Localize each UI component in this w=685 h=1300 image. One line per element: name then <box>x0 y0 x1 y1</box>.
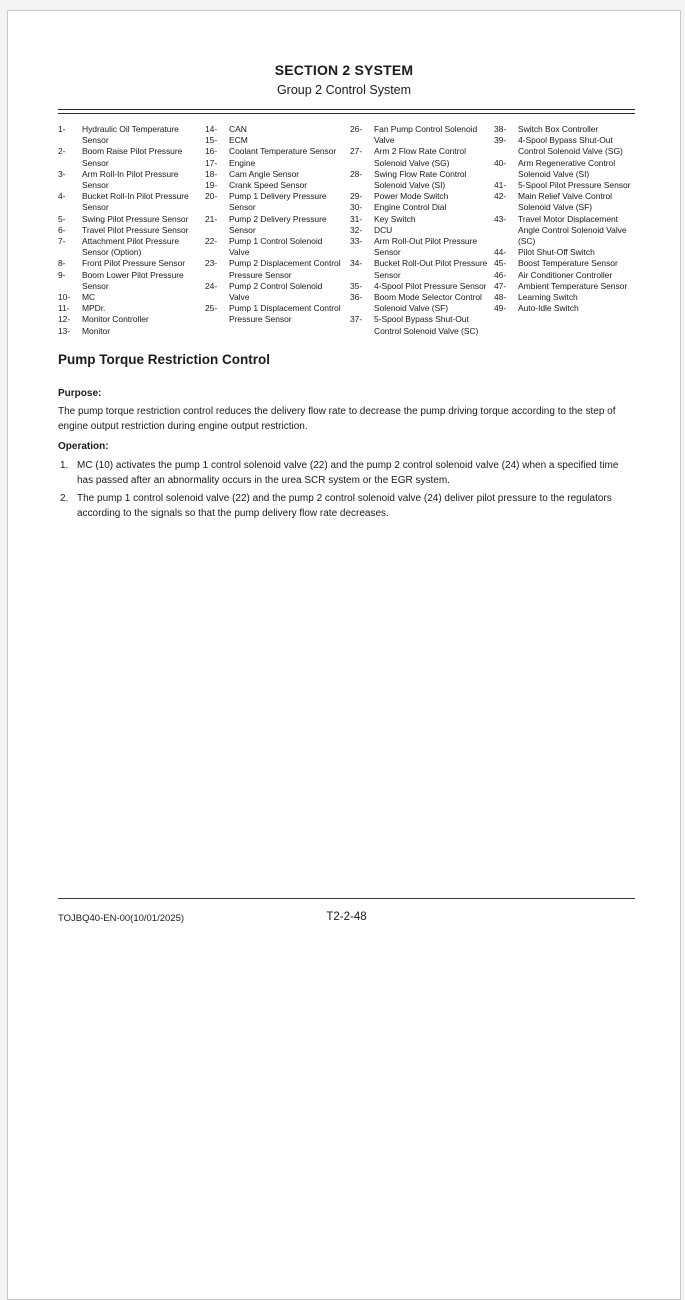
group-title: Group 2 Control System <box>276 83 412 97</box>
legend-item <box>205 258 344 280</box>
legend-item-label: Auto-Idle Switch <box>518 303 579 314</box>
legend-item <box>494 158 634 180</box>
legend-item <box>58 314 199 325</box>
legend-item <box>58 225 199 236</box>
operation-label: Operation: <box>58 441 109 452</box>
legend-item <box>58 258 199 269</box>
legend-item <box>494 303 634 314</box>
legend-item-number: 3- <box>58 168 66 179</box>
operation-step <box>60 459 632 488</box>
legend-item-label: Front Pilot Pressure Sensor <box>82 258 186 269</box>
legend-item-number: 41- <box>494 180 507 191</box>
legend-item-number: 25- <box>205 303 218 314</box>
document-header <box>8 62 680 97</box>
legend-item-label: Switch Box Controller <box>518 124 599 134</box>
legend-item <box>494 247 634 258</box>
legend-item-label: Learning Switch <box>518 292 578 303</box>
legend-item <box>58 292 199 303</box>
legend-item-number: 31- <box>350 213 363 224</box>
legend-item <box>58 303 199 314</box>
legend-item-number: 32- <box>350 224 363 235</box>
legend-item-label: Fan Pump Control Solenoid Valve <box>374 124 478 146</box>
step-text: MC (10) activates the pump 1 control solenoid valve (22) and the pump 2 control solenoid valve (24) when a specified time has passed after an abnormality occurs in the urea SCR system or the EGR system. <box>77 460 619 486</box>
legend-item-label: Arm Roll-In Pilot Pressure Sensor <box>82 168 179 191</box>
legend-item-number: 33- <box>350 236 363 247</box>
legend-item-number: 36- <box>350 292 363 303</box>
legend-column-2 <box>205 124 350 337</box>
legend-item-number: 5- <box>58 213 66 224</box>
legend-item-number: 10- <box>58 292 71 303</box>
purpose-paragraph: The pump torque restriction control reduces the delivery flow rate to decrease the pump driving torque according to the step of engine output restriction during engine output restriction. <box>58 406 616 432</box>
legend-item-label: Travel Pilot Pressure Sensor <box>82 224 189 235</box>
legend-column-4 <box>494 124 640 337</box>
legend-item-number: 7- <box>58 236 66 247</box>
legend-column-3 <box>350 124 494 337</box>
legend-item <box>350 314 488 336</box>
legend-item-number: 29- <box>350 191 363 202</box>
legend-item-label: Boom Raise Pilot Pressure Sensor <box>82 146 183 168</box>
legend-item-number: 46- <box>494 269 507 280</box>
legend-item-number: 28- <box>350 168 363 179</box>
legend-item <box>350 236 488 258</box>
legend-item-number: 8- <box>58 258 66 269</box>
legend-item-label: Boom Lower Pilot Pressure Sensor <box>82 269 184 291</box>
legend-item <box>494 180 634 191</box>
legend-item-label: Air Conditioner Controller <box>518 269 613 280</box>
legend-item-number: 34- <box>350 258 363 269</box>
legend-item-number: 18- <box>205 168 218 179</box>
legend-item-number: 24- <box>205 280 218 291</box>
legend-item-number: 26- <box>350 124 363 134</box>
legend-item <box>205 135 344 146</box>
legend-item-label: Pump 1 Control Solenoid Valve <box>229 236 323 258</box>
legend-item-label: 4-Spool Pilot Pressure Sensor <box>374 280 487 291</box>
legend-item-label: Monitor <box>82 325 110 336</box>
legend-item-label: ECM <box>229 135 248 146</box>
legend-item <box>494 124 634 135</box>
legend-item <box>205 236 344 258</box>
legend-item-label: DCU <box>374 224 393 235</box>
legend-item <box>58 326 199 337</box>
legend-item <box>350 281 488 292</box>
legend-item <box>350 292 488 314</box>
header-double-rule <box>58 109 635 114</box>
legend-item <box>494 135 634 157</box>
legend-item-number: 40- <box>494 157 507 168</box>
legend-item-label: Monitor Controller <box>82 314 149 325</box>
section-title: SECTION 2 SYSTEM <box>274 62 414 78</box>
legend-item-number: 35- <box>350 280 363 291</box>
step-text: The pump 1 control solenoid valve (22) and the pump 2 control solenoid valve (24) deliver pilot pressure to the regulators according to the signals so that the pump delivery flow rate decreases. <box>77 493 612 519</box>
legend-item-number: 17- <box>205 157 218 168</box>
legend-item <box>58 169 199 191</box>
legend-item <box>205 191 344 213</box>
article-title: Pump Torque Restriction Control <box>58 352 270 367</box>
legend-item-label: Travel Motor Displacement Angle Control Solenoid Valve (SC) <box>518 213 627 247</box>
legend-item-number: 15- <box>205 135 218 146</box>
legend-item-number: 20- <box>205 191 218 202</box>
legend-item-number: 47- <box>494 280 507 291</box>
legend-item-label: Boost Temperature Sensor <box>518 258 618 269</box>
legend-item <box>494 292 634 303</box>
legend-item <box>205 169 344 180</box>
legend-item-number: 45- <box>494 258 507 269</box>
legend-item-label: 5-Spool Pilot Pressure Sensor <box>518 180 631 191</box>
legend-item <box>350 214 488 225</box>
legend-item <box>205 158 344 169</box>
legend-item-label: Coolant Temperature Sensor <box>229 146 337 157</box>
legend-item-label: CAN <box>229 124 247 134</box>
legend-item-label: Pump 1 Delivery Pressure Sensor <box>229 191 327 213</box>
legend-item-number: 44- <box>494 247 507 258</box>
legend-item-label: Arm Regenerative Control Solenoid Valve (SI) <box>518 157 616 179</box>
legend-item <box>205 303 344 325</box>
legend-item <box>494 258 634 269</box>
legend-item-label: 4-Spool Bypass Shut-Out Control Solenoid Valve (SG) <box>518 135 623 157</box>
legend-item <box>205 180 344 191</box>
legend-item-number: 2- <box>58 146 66 157</box>
legend-item-label: Pilot Shut-Off Switch <box>518 247 595 258</box>
legend-item <box>494 270 634 281</box>
legend-item <box>494 214 634 248</box>
legend-item-label: Swing Flow Rate Control Solenoid Valve (SI) <box>374 168 467 191</box>
footer-doc-code: TOJBQ40-EN-00(10/01/2025) <box>58 913 185 924</box>
legend-item-label: Engine Control Dial <box>374 202 447 213</box>
legend-item-number: 11- <box>58 303 70 314</box>
legend-item-number: 38- <box>494 124 507 134</box>
legend-item-number: 1- <box>58 124 66 134</box>
legend-item-label: Boom Mode Selector Control Solenoid Valve (SF) <box>374 292 482 314</box>
legend-item <box>350 258 488 280</box>
footer-page-number: T2-2-48 <box>326 911 367 923</box>
step-number: 2. <box>60 493 69 505</box>
page-footer <box>58 907 635 931</box>
legend-item-label: Attachment Pilot Pressure Sensor (Option) <box>82 236 180 258</box>
legend-item-number: 4- <box>58 191 66 202</box>
legend-item-label: Arm Roll-Out Pilot Pressure Sensor <box>374 236 478 258</box>
legend-item-number: 19- <box>205 180 218 191</box>
legend-item <box>205 146 344 157</box>
legend-item-label: Pump 2 Control Solenoid Valve <box>229 280 323 303</box>
legend-item-label: Hydraulic Oil Temperature Sensor <box>82 124 179 146</box>
legend-item <box>350 124 488 146</box>
legend-item-label: Pump 2 Displacement Control Pressure Sensor <box>229 258 341 280</box>
legend-item-number: 43- <box>494 213 507 224</box>
legend-item <box>58 270 199 292</box>
legend-item-number: 14- <box>205 124 218 134</box>
legend-item-label: Engine <box>229 157 256 168</box>
legend-item <box>205 124 344 135</box>
legend-item-label: Ambient Temperature Sensor <box>518 280 628 291</box>
parts-legend <box>58 124 640 337</box>
legend-item-number: 39- <box>494 135 507 146</box>
legend-item <box>58 191 199 213</box>
legend-item-label: MPDr. <box>82 303 106 314</box>
legend-item-label: Power Mode Switch <box>374 191 449 202</box>
legend-item <box>350 202 488 213</box>
legend-item-label: Swing Pilot Pressure Sensor <box>82 213 189 224</box>
operation-list <box>60 459 632 525</box>
operation-step <box>60 492 632 521</box>
legend-item-label: Crank Speed Sensor <box>229 180 308 191</box>
legend-item-label: Bucket Roll-Out Pilot Pressure Sensor <box>374 258 488 280</box>
legend-item-number: 23- <box>205 258 218 269</box>
legend-item <box>58 236 199 258</box>
legend-column-1 <box>58 124 205 337</box>
document-page <box>7 10 681 1300</box>
legend-item <box>205 214 344 236</box>
legend-item-number: 13- <box>58 325 71 336</box>
legend-item-number: 49- <box>494 303 507 314</box>
legend-item-number: 16- <box>205 146 218 157</box>
legend-item-label: Main Relief Valve Control Solenoid Valve (SF) <box>518 191 613 213</box>
legend-item-number: 6- <box>58 224 66 235</box>
legend-item-number: 12- <box>58 314 71 325</box>
legend-item-number: 37- <box>350 314 363 325</box>
legend-item-label: 5-Spool Bypass Shut-Out Control Solenoid Valve (SC) <box>374 314 479 336</box>
legend-item-number: 22- <box>205 236 218 247</box>
legend-item <box>350 169 488 191</box>
legend-item <box>494 191 634 213</box>
legend-item <box>350 225 488 236</box>
legend-item-label: Arm 2 Flow Rate Control Solenoid Valve (SG) <box>374 146 466 168</box>
legend-item-number: 27- <box>350 146 363 157</box>
legend-item <box>494 281 634 292</box>
legend-item-label: Pump 2 Delivery Pressure Sensor <box>229 213 327 235</box>
legend-item-label: Key Switch <box>374 213 416 224</box>
legend-item-number: 21- <box>205 213 218 224</box>
footer-rule <box>58 898 635 899</box>
legend-item <box>58 124 199 146</box>
legend-item-label: Pump 1 Displacement Control Pressure Sensor <box>229 303 341 325</box>
legend-item-number: 48- <box>494 292 507 303</box>
legend-item <box>350 146 488 168</box>
step-number: 1. <box>60 460 69 471</box>
purpose-label: Purpose: <box>58 388 102 399</box>
legend-item <box>58 146 199 168</box>
legend-item-label: Bucket Roll-In Pilot Pressure Sensor <box>82 191 189 213</box>
legend-item-label: Cam Angle Sensor <box>229 168 300 179</box>
legend-item <box>58 214 199 225</box>
legend-item-number: 9- <box>58 269 66 280</box>
legend-item-label: MC <box>82 292 96 303</box>
legend-item <box>205 281 344 303</box>
legend-item <box>350 191 488 202</box>
legend-item-number: 42- <box>494 191 507 202</box>
legend-item-number: 30- <box>350 202 363 213</box>
